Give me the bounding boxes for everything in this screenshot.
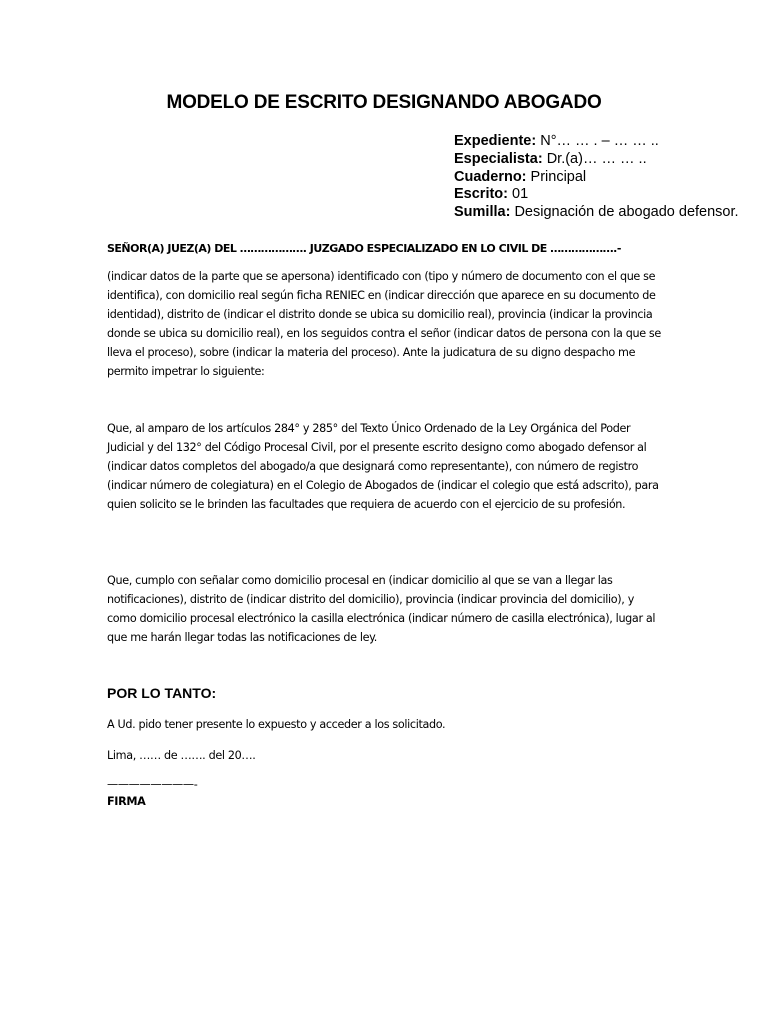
meta-escrito bbox=[454, 186, 739, 204]
meta-value: Designación de abogado defensor. bbox=[514, 204, 739, 221]
meta-especialista bbox=[454, 151, 739, 169]
meta-value: Principal bbox=[530, 168, 587, 185]
closing-request: A Ud. pido tener presente lo expuesto y acceder a los solicitado. bbox=[107, 718, 446, 731]
meta-label: Cuaderno: bbox=[454, 168, 527, 185]
document-title: MODELO DE ESCRITO DESIGNANDO ABOGADO bbox=[166, 92, 602, 113]
meta-label: Expediente: bbox=[454, 133, 537, 149]
case-metadata bbox=[454, 133, 739, 222]
meta-label: Especialista: bbox=[454, 150, 543, 167]
meta-label: Sumilla: bbox=[454, 204, 511, 221]
meta-value: Dr.(a)… … … .. bbox=[546, 150, 647, 167]
paragraph-party-details: (indicar datos de la parte que se apersona) identificado con (tipo y número de documento con el que se identifica), con domicilio real según ficha RENIEC en (indicar dirección que aparece en su documento de identidad), distrito de (indicar el distrito donde se ubica su domicilio real), provincia (indicar la provincia donde se ubica su domicilio real), en los seguidos contra el señor (indicar datos de persona con la que se lleva el proceso), sobre (indicar la materia del proceso). Ante la judicatura de su digno despacho me permito impetrar lo siguiente: bbox=[107, 270, 661, 378]
signature-line: ————————- bbox=[107, 778, 198, 791]
meta-sumilla bbox=[454, 204, 739, 222]
section-heading: POR LO TANTO: bbox=[107, 685, 217, 701]
addressee-line: SEÑOR(A) JUEZ(A) DEL ………………. JUZGADO ESPECIALIZADO EN LO CIVIL DE ……………….- bbox=[107, 242, 621, 255]
place-date-line: Lima, …… de ……. del 20…. bbox=[107, 749, 256, 762]
meta-expediente bbox=[454, 133, 739, 151]
meta-value: 01 bbox=[512, 186, 529, 203]
paragraph-procedural-domicile: Que, cumplo con señalar como domicilio procesal en (indicar domicilio al que se van a llegar las notificaciones), distrito de (indicar distrito del domicilio), provincia (indicar provincia del domicilio), y como domicilio procesal electrónico la casilla electrónica (indicar número de casilla electrónica), lugar al que me harán llegar todas las notificaciones de ley. bbox=[107, 574, 656, 644]
meta-value: N°… … . – … … .. bbox=[540, 133, 659, 149]
signature-label: FIRMA bbox=[107, 795, 146, 808]
meta-label: Escrito: bbox=[454, 186, 508, 203]
meta-cuaderno bbox=[454, 169, 739, 187]
paragraph-lawyer-designation: Que, al amparo de los artículos 284° y 285° del Texto Único Ordenado de la Ley Orgánica del Poder Judicial y del 132° del Código Procesal Civil, por el presente escrito designo como abogado defensor al (indicar datos completos del abogado/a que designará como representante), con número de registro (indicar número de colegiatura) en el Colegio de Abogados de (indicar el colegio que está adscrito), para quien solicito se le brinden las facultades que requiera de acuerdo con el ejercicio de su profesión. bbox=[107, 422, 659, 511]
